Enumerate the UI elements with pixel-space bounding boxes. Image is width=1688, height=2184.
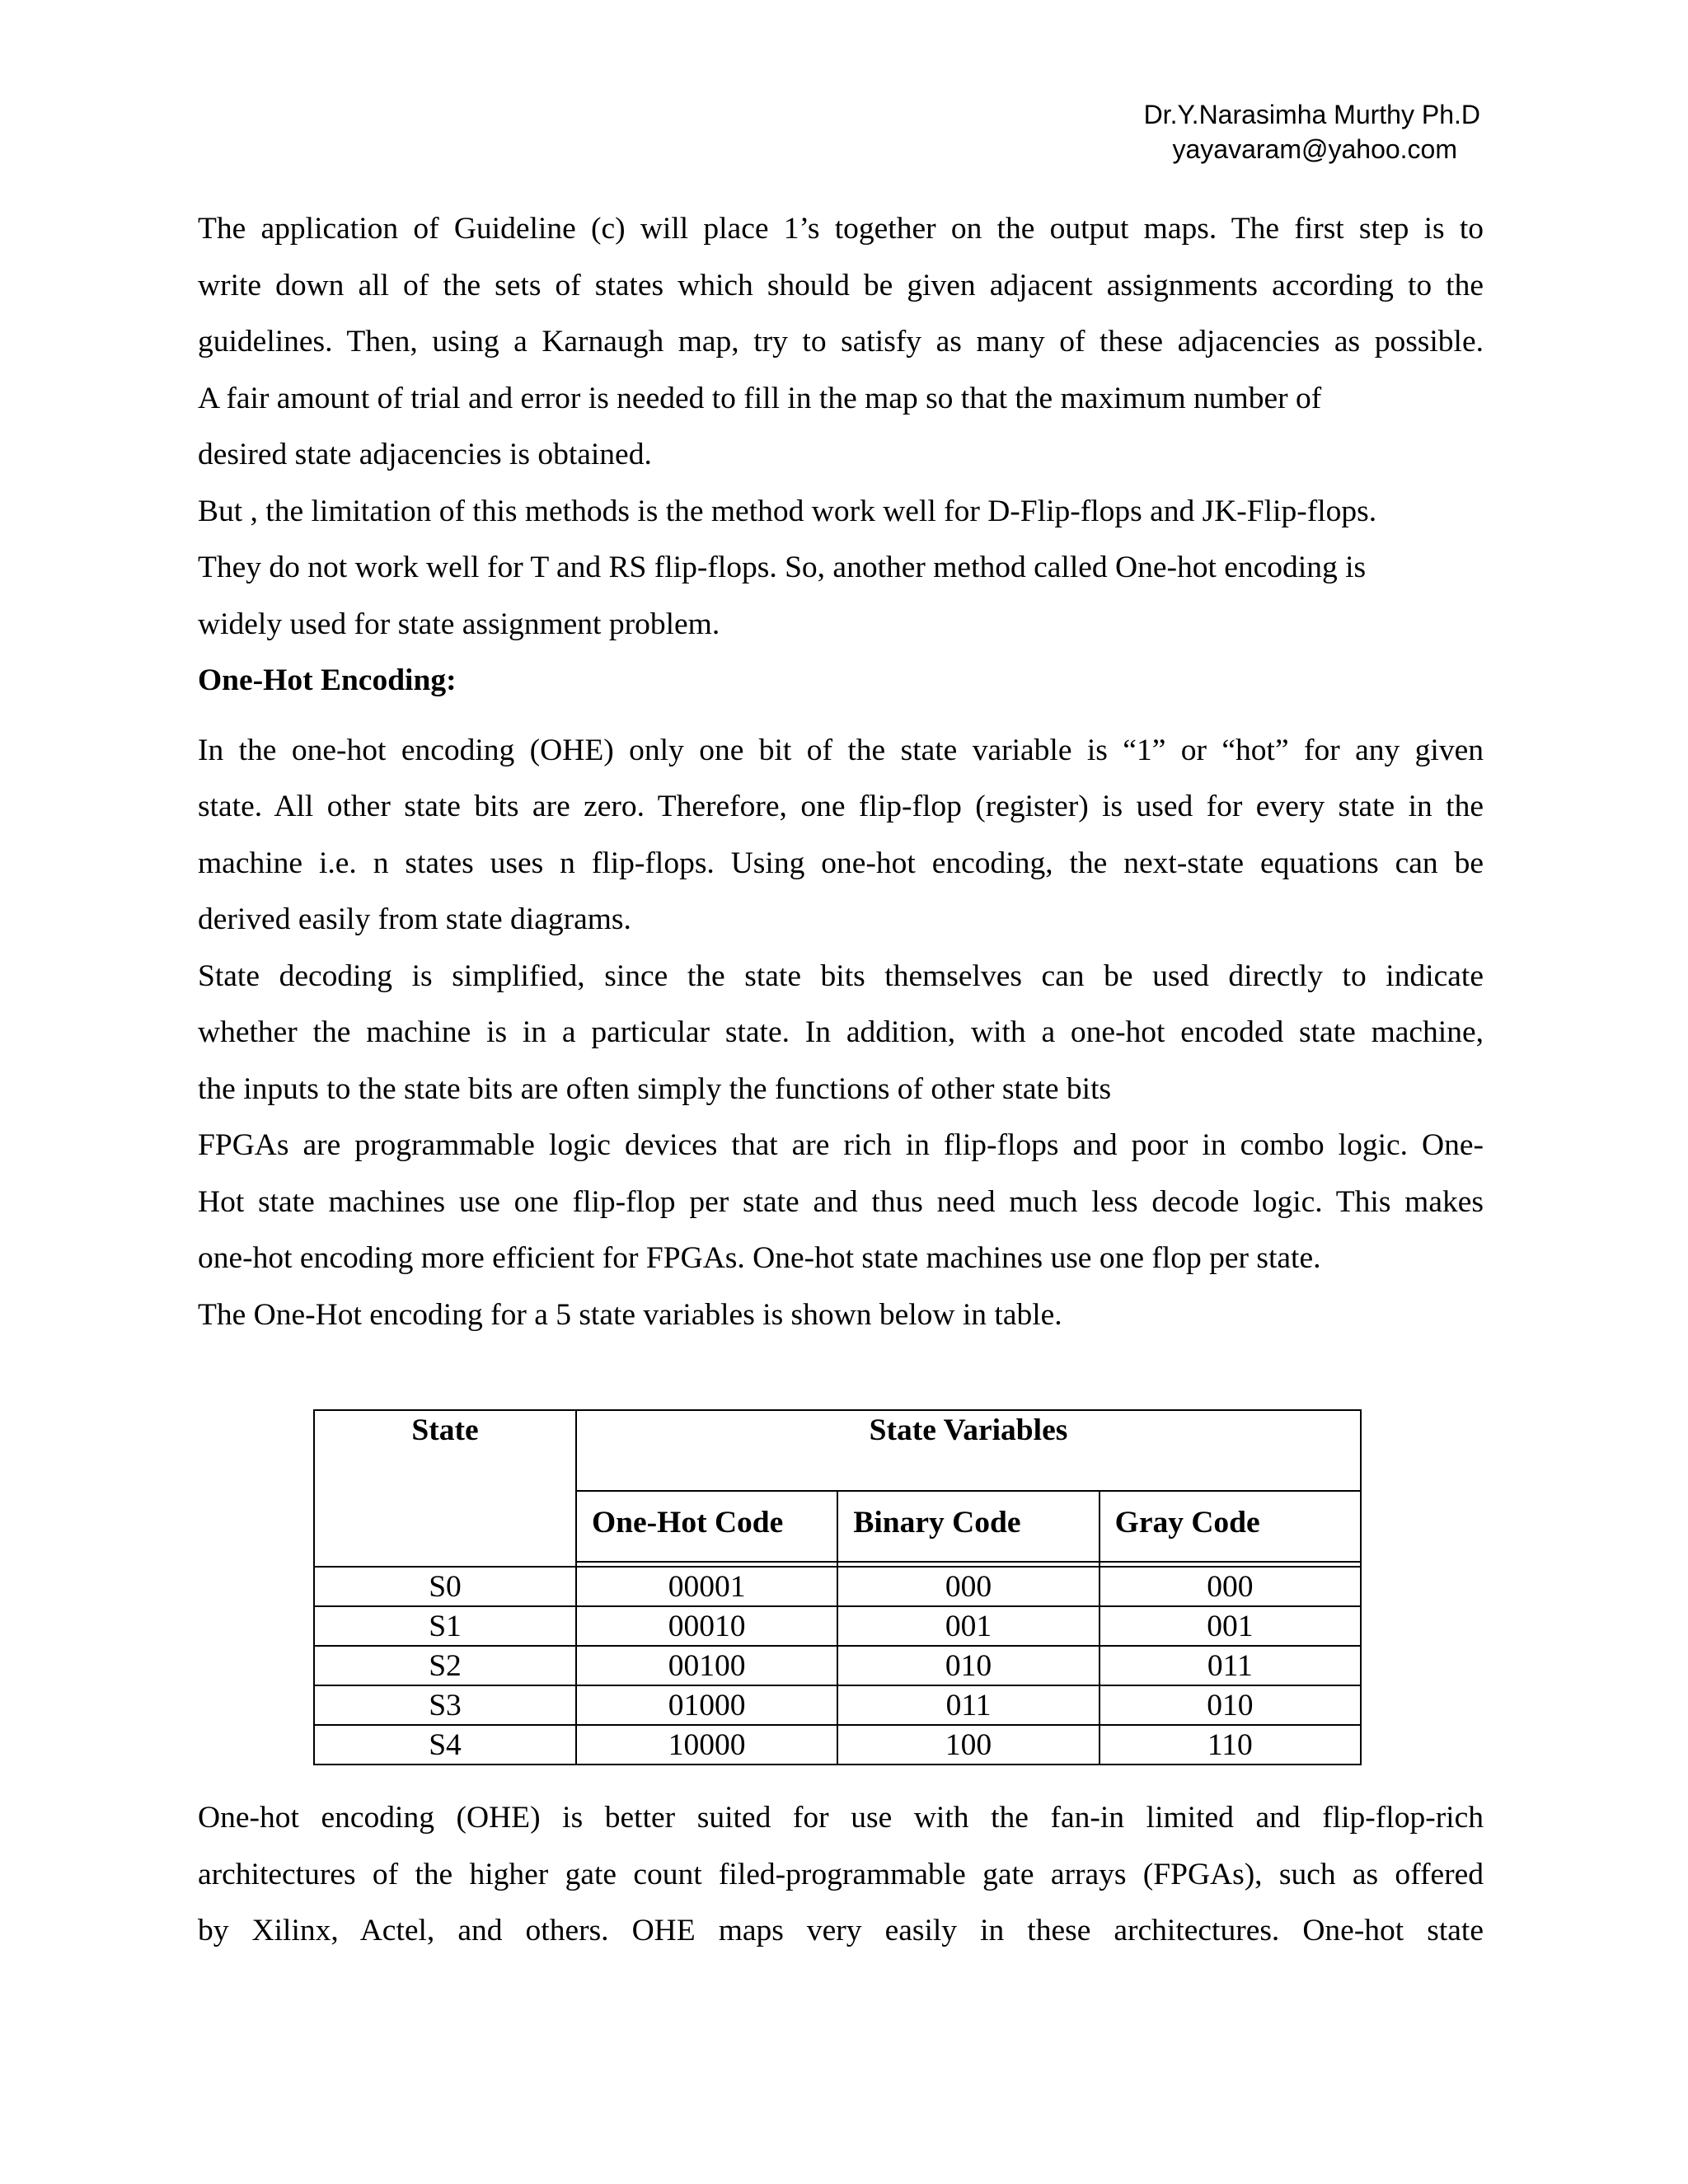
cell-gray: 110	[1100, 1725, 1361, 1765]
table-row	[314, 1725, 1361, 1765]
text-line: The application of Guideline (c) will place 1’s together on the output maps. The first step is to	[198, 212, 1484, 246]
text-line: They do not work well for T and RS flip-flops. So, another method called One-hot encoding is	[198, 551, 1367, 584]
paragraph-limitation	[198, 484, 1484, 654]
text-line: derived easily from state diagrams.	[198, 902, 631, 936]
cell-one-hot: 10000	[576, 1725, 837, 1765]
text-line: architectures of the higher gate count filed-programmable gate arrays (FPGAs), such as offered	[198, 1857, 1484, 1891]
cell-one-hot: 00100	[576, 1646, 837, 1685]
text-line: State decoding is simplified, since the state bits themselves can be used directly to indicate	[198, 958, 1484, 993]
header-state: State	[314, 1410, 576, 1567]
text-line: The One-Hot encoding for a 5 state variables is shown below in table.	[198, 1297, 1062, 1332]
cell-gray: 000	[1100, 1567, 1361, 1606]
cell-one-hot: 00001	[576, 1567, 837, 1606]
cell-binary: 010	[837, 1646, 1099, 1685]
text-line: Hot state machines use one flip-flop per state and thus need much less decode logic. This makes	[198, 1184, 1484, 1219]
closing-text	[198, 1790, 1484, 1960]
header-binary-code: Binary Code	[837, 1491, 1099, 1562]
text-line: whether the machine is in a particular state. In addition, with a one-hot encoded state machine,	[198, 1015, 1484, 1049]
cell-state: S0	[314, 1567, 576, 1606]
encoding-table-container	[313, 1409, 1362, 1765]
text-line: FPGAs are programmable logic devices that are rich in flip-flops and poor in combo logic. One-	[198, 1128, 1484, 1162]
table-header-row	[314, 1410, 1361, 1491]
text-line: In the one-hot encoding (OHE) only one bit of the state variable is “1” or “hot” for any given	[198, 733, 1484, 767]
cell-gray: 011	[1100, 1646, 1361, 1685]
cell-gray: 001	[1100, 1606, 1361, 1646]
author-email: yayavaram@yahoo.com	[1172, 134, 1457, 164]
cell-state: S4	[314, 1725, 576, 1765]
cell-one-hot: 01000	[576, 1685, 837, 1725]
text-line: write down all of the sets of states which should be given adjacent assignments according to the	[198, 268, 1484, 302]
text-line: desired state adjacencies is obtained.	[198, 438, 652, 471]
text-line: widely used for state assignment problem.	[198, 607, 720, 641]
table-row	[314, 1567, 1361, 1606]
header-gray-code: Gray Code	[1100, 1491, 1361, 1562]
text-line: But , the limitation of this methods is the method work well for D-Flip-flops and JK-Flip-flops.	[198, 494, 1377, 528]
section-heading: One-Hot Encoding:	[198, 663, 457, 697]
text-line: the inputs to the state bits are often simply the functions of other state bits	[198, 1071, 1112, 1106]
text-line: one-hot encoding more efficient for FPGAs. One-hot state machines use one flop per state.	[198, 1241, 1321, 1275]
cell-binary: 011	[837, 1685, 1099, 1725]
author-name: Dr.Y.Narasimha Murthy Ph.D	[1143, 100, 1480, 129]
paragraph-ohe-definition	[198, 723, 1484, 949]
cell-one-hot: 00010	[576, 1606, 837, 1646]
table-row	[314, 1606, 1361, 1646]
text-line: machine i.e. n states uses n flip-flops. Using one-hot encoding, the next-state equations can be	[198, 846, 1484, 880]
encoding-table	[313, 1409, 1362, 1765]
text-line: A fair amount of trial and error is needed to fill in the map so that the maximum number of	[198, 381, 1322, 415]
cell-state: S2	[314, 1646, 576, 1685]
paragraph-fpga	[198, 1118, 1484, 1343]
cell-binary: 001	[837, 1606, 1099, 1646]
cell-binary: 100	[837, 1725, 1099, 1765]
paragraph-ohe-architectures	[198, 1790, 1484, 1960]
text-line: One-hot encoding (OHE) is better suited for use with the fan-in limited and flip-flop-rich	[198, 1801, 1484, 1835]
table-row	[314, 1685, 1361, 1725]
table-row	[314, 1646, 1361, 1685]
text-line: state. All other state bits are zero. Therefore, one flip-flop (register) is used for every state in the	[198, 790, 1484, 823]
text-line: by Xilinx, Actel, and others. OHE maps very easily in these architectures. One-hot state	[198, 1914, 1484, 1947]
text-line: guidelines. Then, using a Karnaugh map, try to satisfy as many of these adjacencies as possible.	[198, 325, 1484, 359]
page-header	[738, 97, 1480, 166]
main-text	[198, 201, 1484, 1343]
header-state-variables: State Variables	[576, 1410, 1361, 1491]
header-one-hot-code: One-Hot Code	[576, 1491, 837, 1562]
cell-state: S3	[314, 1685, 576, 1725]
cell-binary: 000	[837, 1567, 1099, 1606]
paragraph-state-decoding	[198, 949, 1484, 1118]
cell-state: S1	[314, 1606, 576, 1646]
cell-gray: 010	[1100, 1685, 1361, 1725]
paragraph-guideline	[198, 201, 1484, 484]
